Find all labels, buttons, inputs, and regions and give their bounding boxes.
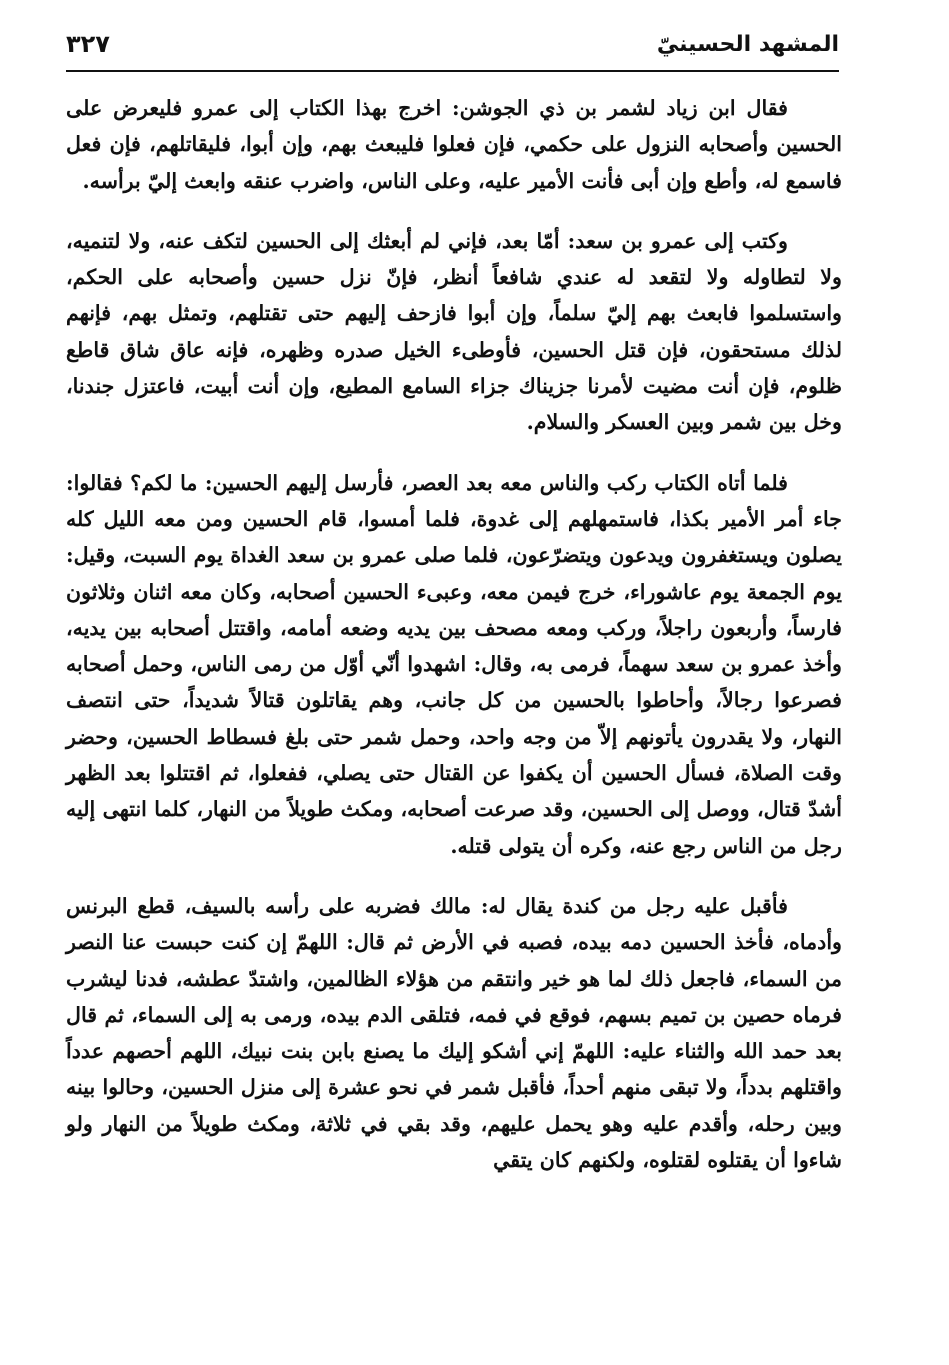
paragraph-1: فقال ابن زياد لشمر بن ذي الجوشن: اخرج بهذا الكتاب إلى عمرو فليعرض على الحسين وأصحابه النزول على حكمي، فإن فعلوا فليبعث بهم، وإن أبوا، فليقاتلهم، فإن فعل فاسمع له، وأطع وإن أبى فأنت الأمير عليه، وعلى الناس، واضرب عنقه وابعث إليّ برأسه.	[66, 96, 842, 193]
body-text	[66, 90, 842, 1178]
running-header	[66, 22, 839, 72]
paragraph-2: وكتب إلى عمرو بن سعد: أمّا بعد، فإني لم أبعثك إلى الحسين لتكف عنه، ولا لتنميه، ولا لتطاوله ولا لتقعد له عندي شافعاً أنظر، فإنّ نزل حسين وأصحابه على الحكم، واستسلموا فابعث بهم إليّ سلماً، وإن أبوا فازحف إليهم حتى تقتلهم، وتمثل بهم، فإنهم لذلك مستحقون، فإن قتل الحسين، فأوطىء الخيل صدره وظهره، فإنه عاق شاق قاطع ظلوم، فإن أنت مضيت لأمرنا جزيناك جزاء السامع المطيع، وإن أنت أبيت، فاعتزل جندنا، وخل بين شمر وبين العسكر والسلام.	[66, 228, 842, 435]
paragraph-4: فأقبل عليه رجل من كندة يقال له: مالك فضربه على رأسه بالسيف، قطع البرنس وأدماه، فأخذ الحسين دمه بيده، فصبه في الأرض ثم قال: اللهمّ إن كنت حبست عنا النصر من السماء، فاجعل ذلك لما هو خير وانتقم من هؤلاء الظالمين، واشتدّ عطشه، فدنا ليشرب فرماه حصين بن تميم بسهم، فوقع في فمه، فتلقى الدم بيده، ورمى به إلى السماء، ثم قال بعد حمد الله والثناء عليه: اللهمّ إني أشكو إليك ما يصنع بابن بنت نبيك، اللهم أحصهم عدداً واقتلهم بدداً، ولا تبقى منهم أحداً، فأقبل شمر في نحو عشرة إلى منزل الحسين، وحالوا بينه وبين رحله، وأقدم عليه وهو يحمل عليهم، وقد بقي في ثلاثة، ومكث طويلاً من النهار ولو شاءوا أن يقتلوه لقتلوه، ولكنهم كان يتقي	[66, 893, 842, 1173]
page-number: ٣٢٧	[66, 30, 110, 58]
running-title: المشهد الحسينيّ	[656, 31, 839, 57]
paragraph-3: فلما أتاه الكتاب ركب والناس معه بعد العصر، فأرسل إليهم الحسين: ما لكم؟ فقالوا: جاء أمر الأمير بكذا، فاستمهلهم إلى غدوة، فلما أمسوا، قام الحسين ومن معه الليل كله يصلون ويستغفرون ويدعون ويتضرّعون، فلما صلى عمرو بن سعد الغداة يوم السبت، وقيل: يوم الجمعة يوم عاشوراء، خرج فيمن معه، وعبىء الحسين أصحابه، وكان معه اثنان وثلاثون فارساً، وأربعون راجلاً، وركب ومعه مصحف بين يديه وضعه أمامه، واقتتل أصحابه بين يديه، وأخذ عمرو بن سعد سهماً، فرمى به، وقال: اشهدوا أنّي أوّل من رمى الناس، وحمل أصحابه فصرعوا رجالاً، وأحاطوا بالحسين من كل جانب، وهم يقاتلون قتالاً شديداً، حتى انتصف النهار، ولا يقدرون يأتونهم إلاّ من وجه واحد، وحمل شمر حتى بلغ فسطاط الحسين، وحضر وقت الصلاة، فسأل الحسين أن يكفوا عن القتال حتى يصلي، ففعلوا، ثم اقتتلوا بعد الظهر أشدّ قتال، ووصل إلى الحسين، وقد صرعت أصحابه، ومكث طويلاً من النهار، كلما انتهى إليه رجل من الناس رجع عنه، وكره أن يتولى قتله.	[66, 470, 842, 858]
